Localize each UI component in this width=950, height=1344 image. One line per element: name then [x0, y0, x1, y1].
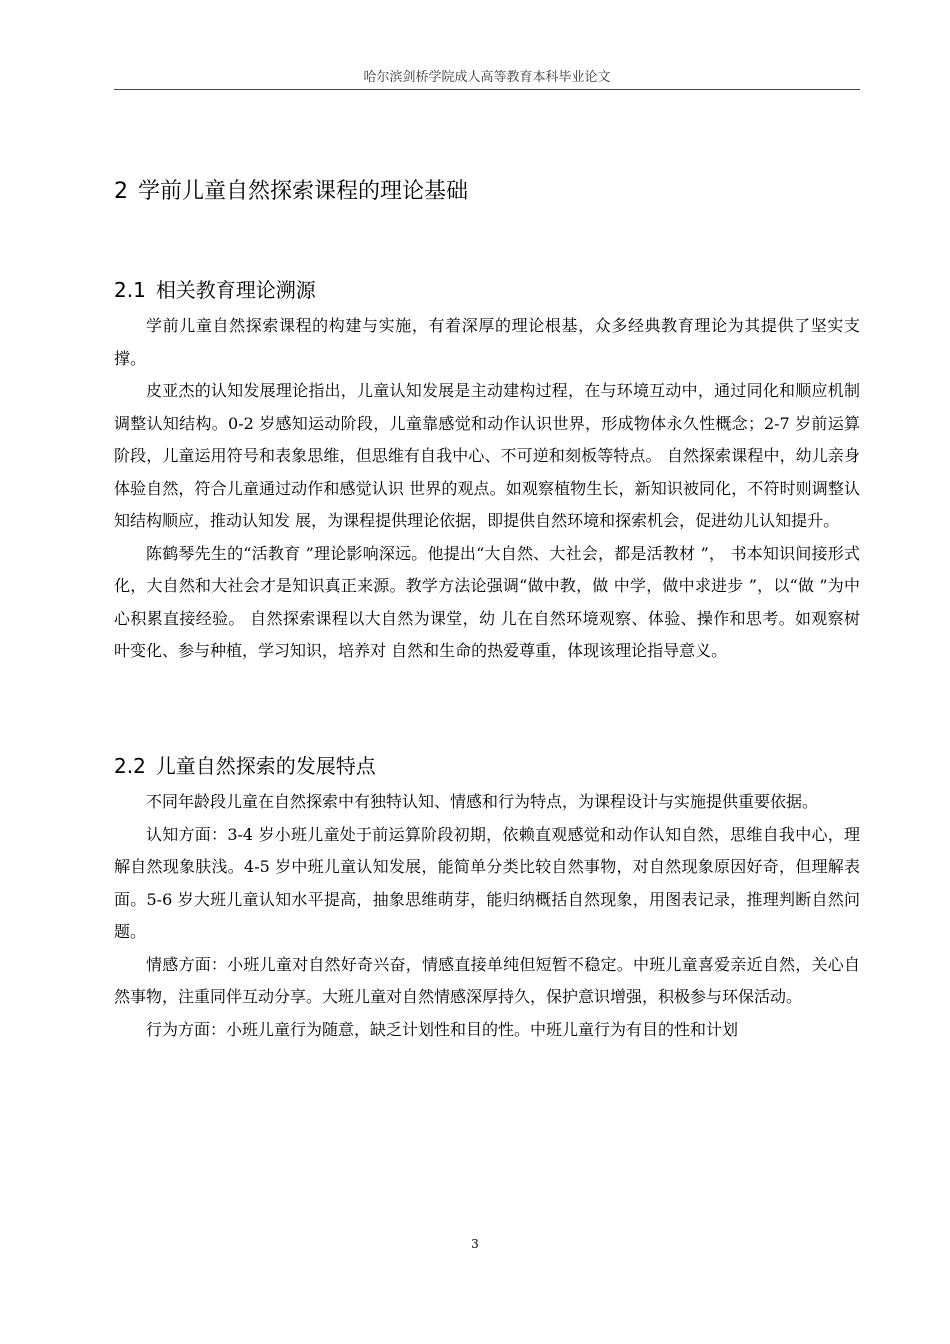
paragraph: 皮亚杰的认知发展理论指出，儿童认知发展是主动建构过程，在与环境互动中，通过同化和顺应机制调整认知结构。0-2 岁感知运动阶段，儿童靠感觉和动作认识世界，形成物体永久性概念；2-7 岁前运算阶段，儿童运用符号和表象思维，但思维有自我中心、不可逆和刻板等特点。 自然探索课程中，幼儿亲身体验自然，符合儿童通过动作和感觉认识 世界的观点。如观察植物生长，新知识被同化，不符时则调整认知结构顺应，推动认知发 展，为课程提供理论依据，即提供自然环境和探索机会，促进幼儿认知提升。: [114, 381, 860, 530]
section-title-text: 相关教育理论溯源: [155, 278, 316, 302]
section-2-1-body: [114, 310, 860, 668]
paragraph: 行为方面：小班儿童行为随意，缺乏计划性和目的性。中班儿童行为有目的性和计划: [146, 1019, 739, 1039]
paragraph: 情感方面：小班儿童对自然好奇兴奋，情感直接单纯但短暂不稳定。中班儿童喜爱亲近自然，关心自然事物，注重同伴互动分享。大班儿童对自然情感深厚持久，保护意识增强，积极参与环保活动。: [114, 954, 860, 1006]
chapter-title-text: 学前儿童自然探索课程的理论基础: [138, 179, 469, 204]
section-number: 2.1: [114, 278, 146, 302]
paragraph: 不同年龄段儿童在自然探索中有独特认知、情感和行为特点，为课程设计与实施提供重要依据。: [146, 792, 819, 811]
paragraph: 陈鹤琴先生的“活教育 ”理论影响深远。他提出“大自然、大社会，都是活教材 ”， 书本知识间接形式化，大自然和大社会才是知识真正来源。教学方法论强调“做中教，做 中学，做中求进步 ”，以“做 ”为中心积累直接经验。 自然探索课程以大自然为课堂，幼 儿在自然环境观察、体验、操作和思考。如观察树叶变化、参与种植，学习知识，培养对 自然和生命的热爱尊重，体现该理论指导意义。: [114, 543, 860, 660]
section-title-text: 儿童自然探索的发展特点: [155, 754, 376, 778]
running-header: 哈尔滨剑桥学院成人高等教育本科毕业论文: [363, 70, 611, 85]
section-heading-2-1: [114, 274, 316, 303]
section-number: 2.2: [114, 754, 146, 778]
page-number: 3: [471, 1237, 479, 1251]
section-2-2-body: [114, 786, 860, 1046]
header-divider: [114, 89, 860, 90]
paragraph: 认知方面：3-4 岁小班儿童处于前运算阶段初期，依赖直观感觉和动作认知自然，思维自我中心，理解自然现象肤浅。4-5 岁中班儿童认知发展，能简单分类比较自然事物，对自然现象原因好奇，但理解表面。5-6 岁大班儿童认知水平提高，抽象思维萌芽，能归纳概括自然现象，用图表记录，推理判断自然问题。: [114, 824, 860, 941]
section-heading-2-2: [114, 750, 376, 779]
chapter-title: [114, 174, 468, 205]
chapter-number: 2: [114, 179, 128, 204]
paragraph: 学前儿童自然探索课程的构建与实施，有着深厚的理论根基，众多经典教育理论为其提供了坚实支撑。: [114, 316, 860, 368]
